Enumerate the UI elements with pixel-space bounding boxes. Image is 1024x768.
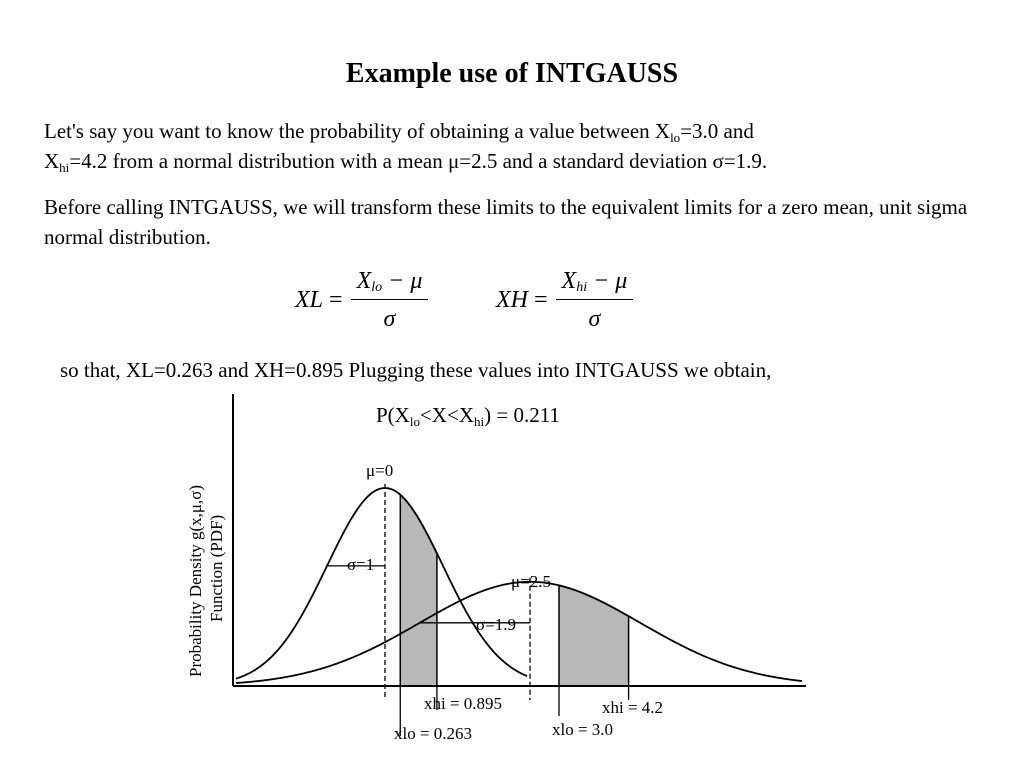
xlo-std-label: xlo = 0.263 — [394, 724, 473, 743]
intro-line-c: =4.2 from a normal distribution with a mean μ=2.5 and a standard deviation σ=1.9. — [69, 149, 768, 173]
hi-subscript: hi — [59, 160, 70, 175]
xl-lhs: XL — [295, 287, 324, 313]
xh-denominator: σ — [588, 306, 601, 332]
intro-line-a: Let's say you want to know the probability of obtaining a value between X — [44, 119, 671, 143]
gaussian-curve-2 — [236, 582, 802, 683]
xl-num-rest: − μ — [388, 268, 423, 294]
sigma1-label: σ=1 — [347, 555, 375, 574]
prob-sub-lo: lo — [409, 414, 420, 429]
xh-num-sub: hi — [576, 280, 588, 295]
xl-formula — [295, 268, 428, 333]
shaded-region-2 — [559, 585, 629, 686]
xh-num-rest: − μ — [593, 268, 628, 294]
xhi-label: xhi = 4.2 — [602, 698, 664, 717]
xh-equals: = — [534, 287, 548, 313]
xh-lhs: XH — [496, 287, 528, 313]
prob-mid: <X<X — [419, 403, 474, 427]
y-axis-label-line1: Probability Density g(x,μ,σ) — [186, 484, 205, 677]
shaded-region-1 — [400, 495, 437, 686]
transform-paragraph: Before calling INTGAUSS, we will transform these limits to the equivalent limits for a zero mean, unit sigma normal distribution. — [44, 195, 968, 249]
xl-equals: = — [329, 287, 343, 313]
xlo-label: xlo = 3.0 — [552, 720, 614, 739]
xl-num-x: X — [356, 268, 372, 294]
mu25-label: μ=2.5 — [511, 572, 551, 591]
y-axis-label-line2: Function (PDF) — [207, 514, 226, 622]
intro-paragraph — [44, 116, 984, 176]
xl-num-sub: lo — [371, 280, 383, 295]
intro-x: X — [44, 149, 60, 173]
prob-sub-hi: hi — [474, 414, 485, 429]
xh-fraction — [556, 268, 634, 333]
xh-numerator — [556, 268, 634, 300]
page-title: Example use of INTGAUSS — [345, 58, 679, 89]
sigma19-label: σ=1.9 — [476, 615, 517, 634]
lo-subscript: lo — [670, 130, 681, 145]
prob-suffix: ) = 0.211 — [484, 403, 560, 427]
xl-numerator — [351, 268, 429, 300]
xl-denominator: σ — [383, 306, 396, 332]
xh-formula — [496, 268, 633, 333]
xhi-std-label: xhi = 0.895 — [424, 694, 503, 713]
xh-num-x: X — [561, 268, 577, 294]
gaussian-figure — [170, 390, 820, 750]
intro-line-b: =3.0 and — [680, 119, 754, 143]
gaussian-curve-1 — [236, 488, 527, 679]
so-that-text: so that, XL=0.263 and XH=0.895 Plugging these values into INTGAUSS we obtain, — [60, 358, 772, 382]
probability-result — [376, 403, 560, 428]
prob-prefix: P(X — [376, 403, 410, 427]
mu0-label: μ=0 — [366, 461, 394, 480]
xl-fraction — [351, 268, 429, 333]
